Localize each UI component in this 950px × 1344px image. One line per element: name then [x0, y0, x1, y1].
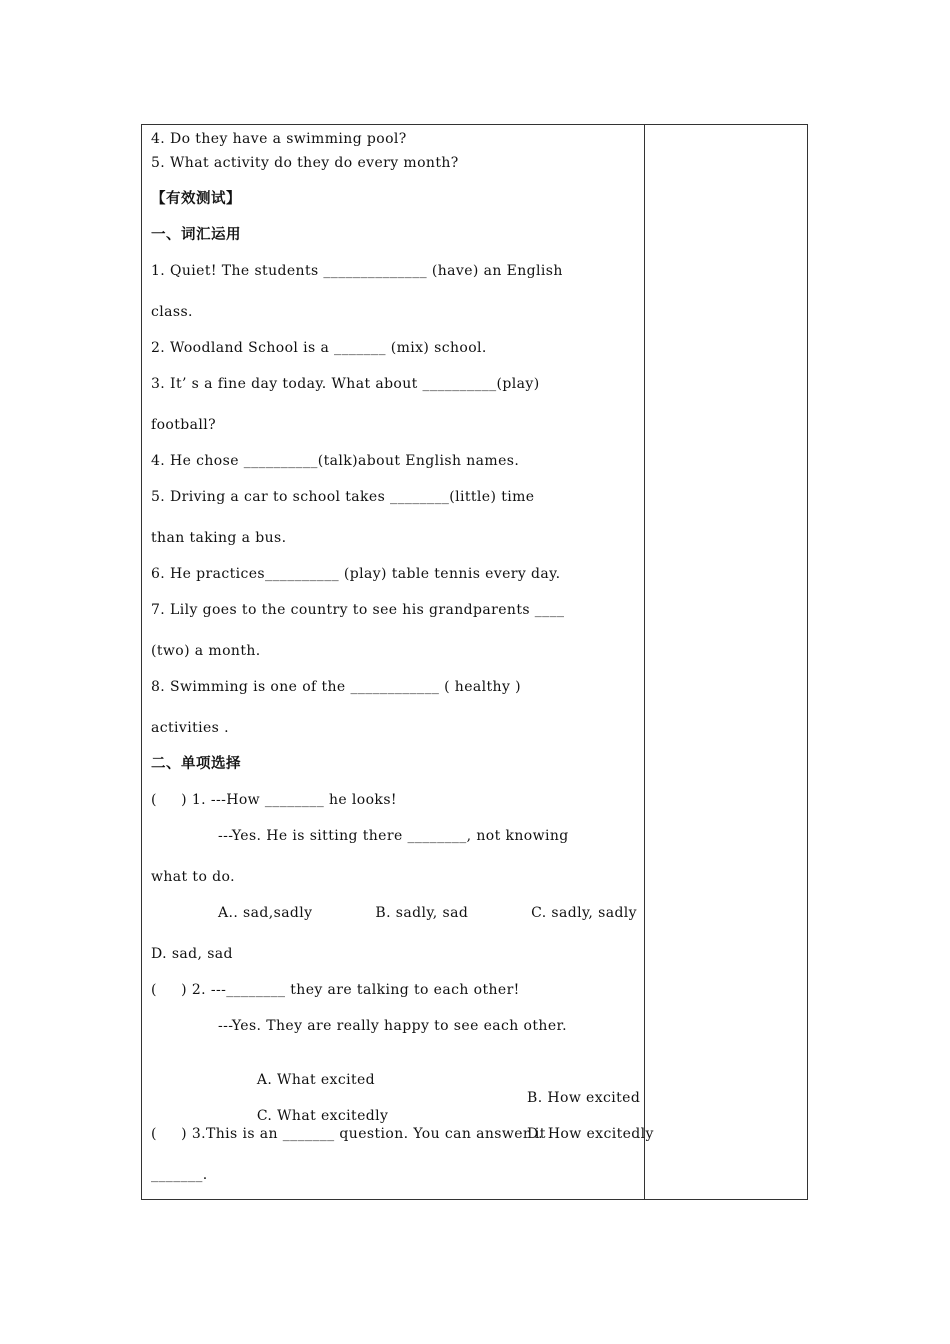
vocab-q2: 2. Woodland School is a _______ (mix) school.	[151, 340, 487, 356]
choice-q2-stem: ( ) 2. ---________ they are talking to each other!	[151, 982, 520, 998]
vocab-q4: 4. He chose __________(talk)about English names.	[151, 453, 520, 469]
choice-q2-option-a: A. What excited	[256, 1072, 376, 1088]
vocab-q3-line1: 3. It’ s a fine day today. What about __________(play)	[151, 376, 540, 392]
table-frame	[141, 124, 808, 1200]
vocab-q8-line1: 8. Swimming is one of the ____________ ( healthy )	[151, 679, 521, 695]
vocab-q6: 6. He practices__________ (play) table tennis every day.	[151, 566, 561, 582]
choice-q1-options	[218, 904, 637, 922]
choice-q2-reply: ---Yes. They are really happy to see each other.	[218, 1018, 567, 1034]
choice-q3-tail: _______.	[151, 1167, 208, 1183]
part2-heading: 二、单项选择	[151, 756, 241, 772]
section-heading-test: 【有效测试】	[151, 191, 241, 207]
choice-q1-option-a: A.. sad,sadly	[218, 905, 313, 921]
vocab-q1-line1: 1. Quiet! The students ______________ (have) an English	[151, 263, 563, 279]
choice-q2-option-c: C. What excitedly	[256, 1108, 389, 1124]
vocab-q5-line1: 5. Driving a car to school takes ________(little) time	[151, 489, 535, 505]
choice-q3-stem: ( ) 3.This is an _______ question. You can answer it	[151, 1126, 546, 1142]
vocab-q3-line2: football?	[151, 417, 217, 433]
vocab-q8-line2: activities .	[151, 720, 229, 736]
choice-q1-option-b: B. sadly, sad	[375, 905, 469, 921]
choice-q1-option-d: D. sad, sad	[151, 946, 233, 962]
choice-q2-option-b: B. How excited	[527, 1090, 641, 1106]
reading-question-5: 5. What activity do they do every month?	[151, 155, 459, 171]
choice-q1-option-c: C. sadly, sadly	[531, 905, 637, 921]
right-cell	[645, 125, 807, 1199]
choice-q1-tail: what to do.	[151, 869, 235, 885]
choice-q1-reply: ---Yes. He is sitting there ________, not knowing	[218, 828, 569, 844]
choice-q2-option-d: D. How excitedly	[527, 1126, 654, 1142]
reading-question-4: 4. Do they have a swimming pool?	[151, 131, 407, 147]
choice-q1-stem: ( ) 1. ---How ________ he looks!	[151, 792, 397, 808]
vocab-q7-line1: 7. Lily goes to the country to see his grandparents ____	[151, 602, 565, 618]
vocab-q7-line2: (two) a month.	[151, 643, 261, 659]
part1-heading: 一、词汇运用	[151, 227, 241, 243]
vocab-q5-line2: than taking a bus.	[151, 530, 287, 546]
left-cell	[151, 125, 654, 1199]
vocab-q1-line2: class.	[151, 304, 193, 320]
